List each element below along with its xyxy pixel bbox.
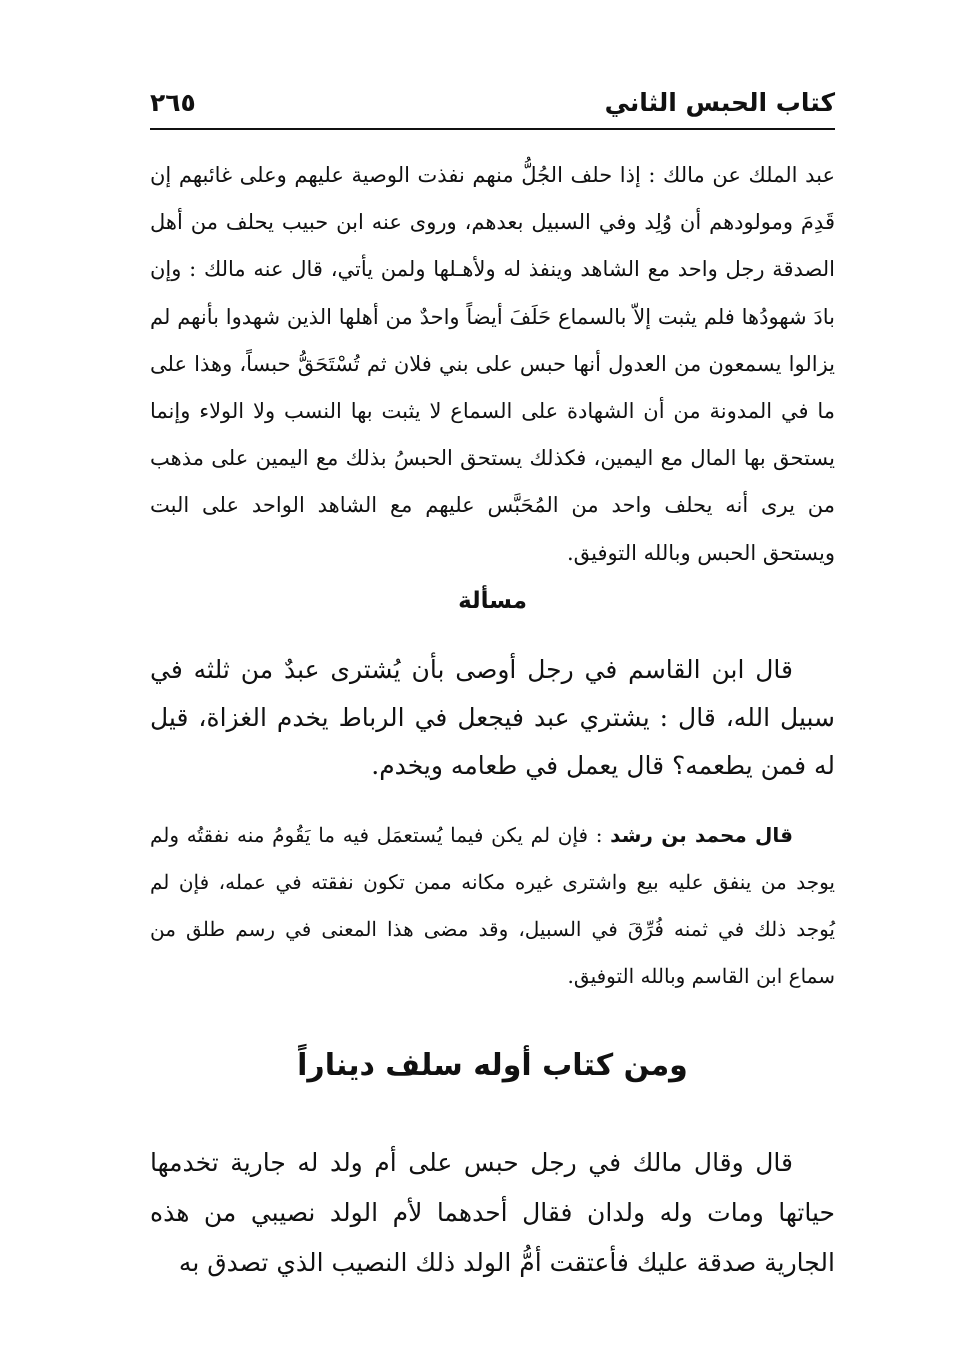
running-header — [150, 88, 835, 130]
paragraph-2: قال ابن القاسم في رجل أوصى بأن يُشترى عبدٌ من ثلثه في سبيل الله، قال : يشتري عبد فيجعل في الرباط يخدم الغزاة، قيل له فمن يطعمه؟ قال يعمل في طعامه ويخدم. — [150, 655, 835, 780]
paragraph-1: عبد الملك عن مالك : إذا حلف الجُلُّ منهم نفذت الوصية عليهم وعلى غائبهم إن قَدِمَ ومولودهم أن وُلِد وفي السبيل بعدهم، وروى عنه ابن حبيب يحلف من أهل الصدقة رجل واحد مع الشاهد وينفذ له ولأهـلها ولمن يأتي، قال عنه مالك : وإن بادَ شهودُها فلم يثبت إلاّ بالسماع حَلَفَ أيضاً واحدٌ من أهلها الذين شهدوا بأنهم لم يزالوا يسمعون من العدول أنها حبس على بني فلان ثم تُسْتَحَقُّ حبساً، وهذا على ما في المدونة من أن الشهادة على السماع لا يثبت بها النسب ولا الولاء وإنما يستحق بها المال مع اليمين، فكذلك يستحق الحبسُ بذلك مع اليمين على مذهب من يرى أنه يحلف واحد من المُحَبَّس عليهم مع الشاهد الواحد على البت ويستحق الحبس وبالله التوفيق. — [150, 163, 835, 565]
page-number: ٢٦٥ — [150, 88, 196, 117]
paragraph-3 — [150, 812, 835, 1000]
commentator-name: قال محمد بن رشد — [610, 823, 793, 847]
paragraph-4: قال وقال مالك في رجل حبس على أم ولد له جارية تخدمها حياتها ومات وله ولدان فقال أحدهما لأم الولد نصيبي من هذه الجارية صدقة عليك فأعتقت أمُّ الولد ذلك النصيب الذي تصدق به — [150, 1148, 835, 1277]
header-title: كتاب الحبس الثاني — [604, 88, 835, 117]
section-heading-mas-ala: مسألة — [458, 588, 527, 614]
paragraph-3-text: : فإن لم يكن فيما يُستعمَل فيه ما يَقُومُ منه نفقتُه ولم يوجد من ينفق عليه بيع واشترى غيره مكانه ممن تكون نفقته في عمله، فإن لم يُوجد ذلك في ثمنه فُرِّقَ في السبيل، وقد مضى هذا المعنى في رسم طلق من سماع ابن القاسم وبالله التوفيق. — [150, 823, 835, 988]
chapter-heading: ومن كتاب أوله سلف ديناراً — [297, 1048, 688, 1083]
